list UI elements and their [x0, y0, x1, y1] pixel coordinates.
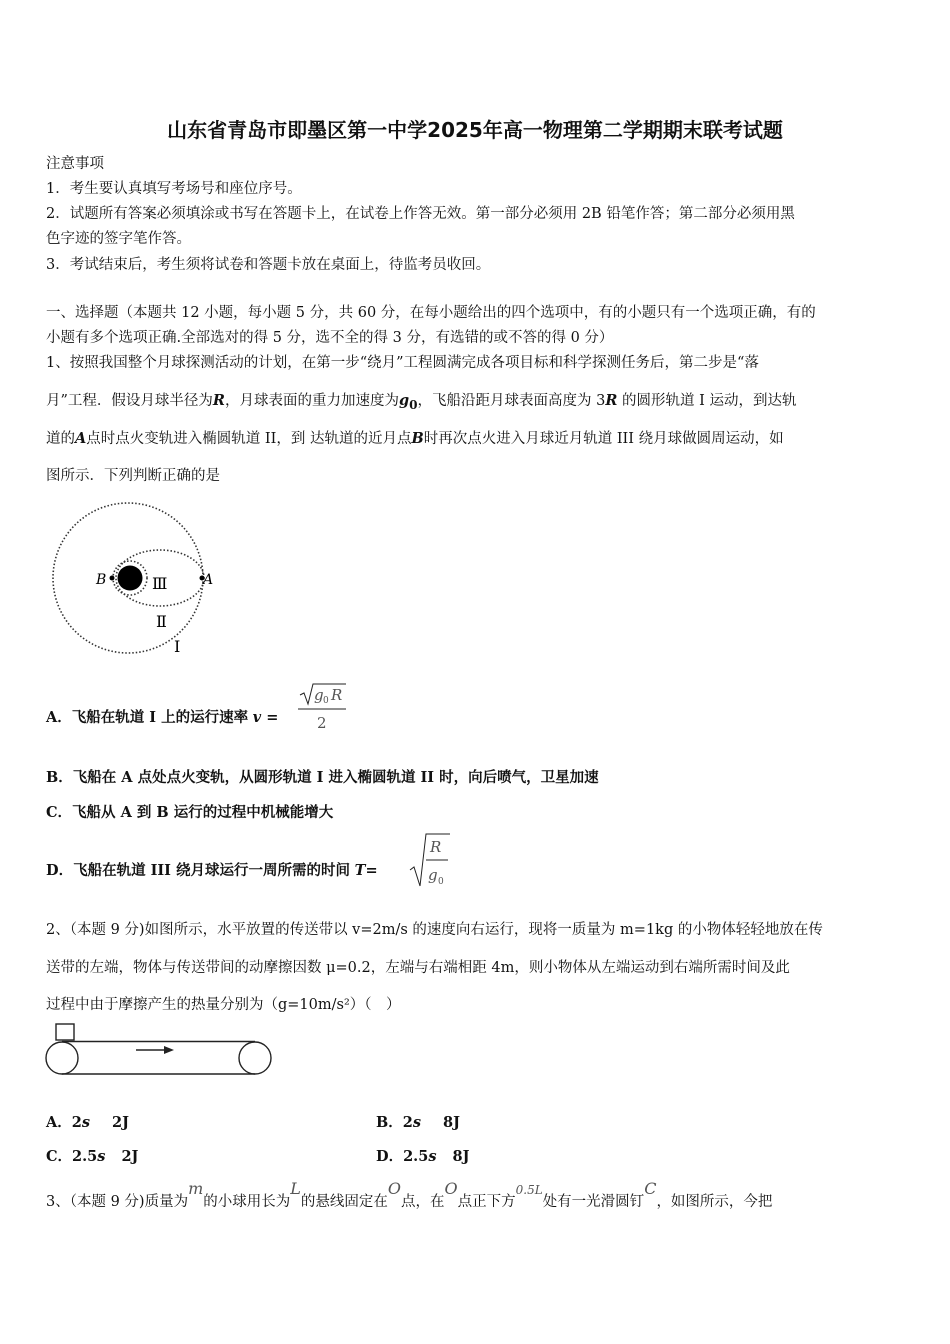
q2-option-a-label: A．	[46, 1114, 72, 1131]
label-III: Ⅲ	[152, 574, 168, 593]
q2-option-a-time: 2	[71, 1114, 82, 1131]
q2-option-d-unit: s	[428, 1148, 437, 1165]
q3-var-L: L	[290, 1179, 301, 1198]
q1-text: ，月球表面的重力加速度为	[224, 393, 399, 409]
q2-option-b	[376, 1111, 676, 1132]
q3-var-half-L: 0.5L	[515, 1183, 543, 1197]
q2-option-c-heat: 2J	[121, 1148, 139, 1165]
label-I: Ⅰ	[174, 637, 181, 656]
q1-var-R: R	[605, 392, 618, 409]
q3-text: 3、（本题 9 分)质量为	[46, 1194, 189, 1210]
formula-v-sub: 0	[323, 696, 329, 706]
q3-text: 的悬线固定在	[300, 1194, 388, 1210]
q3-text: 的小球用长为	[203, 1194, 291, 1210]
notice-item-3: 3．考试结束后，考生须将试卷和答题卡放在桌面上，待监考员收回。	[46, 257, 491, 273]
q1-line4: 图所示．下列判断正确的是	[46, 468, 220, 484]
orbit-diagram	[48, 500, 218, 660]
notice-heading: 注意事项	[46, 156, 104, 172]
notice-item-1: 1．考生要认真填写考场号和座位序号。	[46, 181, 302, 197]
page-title: 山东省青岛市即墨区第一中学2025年高一物理第二学期期末联考试题	[167, 118, 783, 142]
q2-option-c-time: 2.5	[72, 1148, 98, 1165]
q1-var-g: g	[398, 392, 410, 409]
section1-intro-line2: 小题有多个选项正确.全部选对的得 5 分，选不全的得 3 分，有选错的或不答的得 0 分）	[46, 330, 614, 346]
notice-item-2: 2．试题所有答案必须填涂或书写在答题卡上，在试卷上作答无效。第一部分必须用 2B 铅笔作答；第二部分必须用黑	[46, 206, 795, 222]
q2-option-a-unit: s	[81, 1114, 91, 1131]
block	[56, 1024, 74, 1040]
left-roller	[46, 1042, 78, 1074]
q1-text: 月”工程．假设月球半径为	[46, 393, 213, 409]
moon	[118, 566, 143, 591]
q1-option-a: A．飞船在轨道 I 上的运行速率 v =	[46, 709, 279, 726]
formula-T-num: R	[430, 838, 442, 856]
formula-T-g: g	[428, 866, 438, 884]
q3-text: 点，在	[401, 1194, 445, 1210]
q3-var-m: m	[188, 1179, 204, 1198]
formula-v-den: 2	[317, 714, 327, 732]
formula-T-sub: 0	[438, 877, 444, 887]
q2-option-d-heat: 8J	[452, 1148, 470, 1165]
q2-option-d-label: D．	[376, 1148, 404, 1165]
conveyor-belt-diagram	[44, 1022, 276, 1078]
q2-option-d-time: 2.5	[403, 1148, 429, 1165]
q2-line3: 过程中由于摩擦产生的热量分别为（g=10m/s²）（ ）	[46, 997, 401, 1013]
q2-option-b-heat: 8J	[443, 1114, 460, 1131]
q2-option-b-label: B．	[376, 1114, 403, 1131]
notice-item-2-cont: 色字迹的签字笔作答。	[46, 231, 191, 247]
q3-text: 处有一光滑圆钉	[542, 1194, 645, 1210]
q1-option-c: C．飞船从 A 到 B 运行的过程中机械能增大	[46, 804, 334, 821]
q2-option-b-time: 2	[402, 1114, 413, 1131]
q3-text: 点正下方	[457, 1194, 516, 1210]
q1-line2	[46, 389, 908, 412]
q2-option-a	[46, 1111, 346, 1132]
q1-option-b: B．飞船在 A 点处点火变轨，从圆形轨道 I 进入椭圆轨道 II 时，向后喷气，卫星加速	[46, 769, 599, 786]
q1-text: 时再次点火进入月球近月轨道 III 绕月球做圆周运动，如	[423, 431, 784, 447]
q3-var-O: O	[444, 1179, 458, 1198]
q1-option-d-text: D．飞船在轨道 III 绕月球运行一周所需的时间	[46, 862, 351, 879]
q2-option-c-label: C．	[46, 1148, 73, 1165]
q3-line1	[46, 1179, 908, 1211]
q2-option-c-unit: s	[97, 1148, 106, 1165]
q1-text: ，飞船沿距月球表面高度为 3	[417, 393, 606, 409]
q1-text: 点时点火变轨进入椭圆轨道 II，到 达轨道的近月点	[86, 431, 412, 447]
q1-text: 道的	[46, 431, 75, 447]
section1-intro-line1: 一、选择题（本题共 12 小题，每小题 5 分，共 60 分，在每小题给出的四个选项中，有的小题只有一个选项正确，有的	[46, 305, 816, 321]
q2-option-a-heat: 2J	[112, 1114, 129, 1131]
q2-option-d	[376, 1145, 676, 1166]
label-B: B	[96, 572, 107, 588]
label-II: Ⅱ	[156, 612, 167, 631]
q3-text: ，如图所示，今把	[656, 1194, 773, 1210]
formula-T	[408, 830, 452, 890]
q2-line2: 送带的左端，物体与传送带间的动摩擦因数 μ=0.2，左端与右端相距 4m，则小物体从左端运动到右端所需时间及此	[46, 960, 790, 976]
q1-point-A: A	[75, 430, 87, 447]
q1-line1: 1、按照我国整个月球探测活动的计划，在第一步“绕月”工程圆满完成各项目标和科学探测任务后，第二步是“落	[46, 355, 759, 371]
formula-v-g: g	[314, 686, 324, 704]
q1-text: 的圆形轨道 I 运动，到达轨	[617, 393, 797, 409]
q1-point-B: B	[411, 430, 424, 447]
point-B-dot	[110, 576, 115, 581]
q2-option-c	[46, 1145, 346, 1166]
q1-line3	[46, 427, 908, 448]
label-A: A	[203, 572, 214, 588]
q2-line1: 2、（本题 9 分)如图所示，水平放置的传送带以 v=2m/s 的速度向右运行，现将一质量为 m=1kg 的小物体轻轻地放在传	[46, 922, 823, 938]
q1-sub-0: 0	[409, 397, 418, 412]
q1-option-a-text: A．飞船在轨道 I 上的运行速率	[46, 709, 249, 726]
q3-var-C: C	[644, 1179, 657, 1198]
right-roller	[239, 1042, 271, 1074]
q1-var-R: R	[212, 392, 225, 409]
formula-v-R: R	[331, 686, 343, 704]
q1-option-d-var: T	[354, 862, 366, 879]
q3-var-O: O	[387, 1179, 401, 1198]
q1-option-d: D．飞船在轨道 III 绕月球运行一周所需的时间 T=	[46, 862, 378, 879]
formula-v	[296, 680, 350, 734]
q1-option-a-var: v	[252, 709, 262, 726]
q2-option-b-unit: s	[412, 1114, 422, 1131]
